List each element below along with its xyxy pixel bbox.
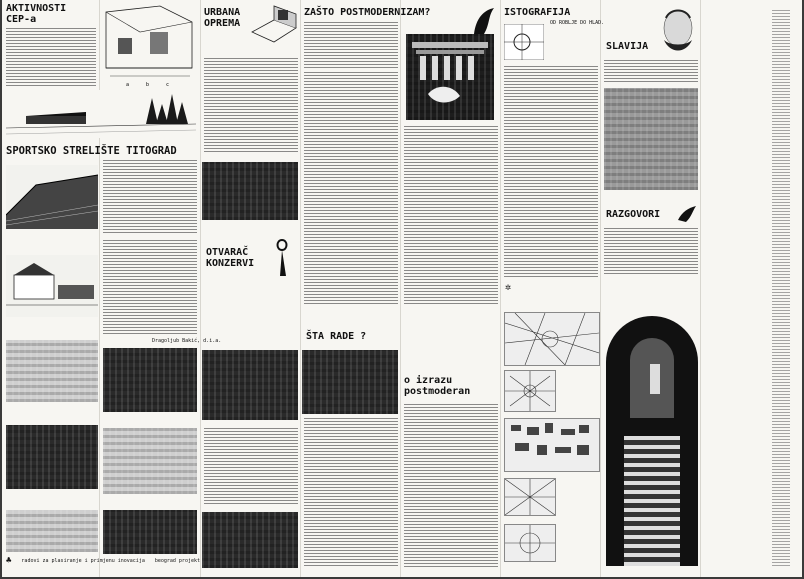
arched-stairway-photo: [606, 316, 698, 566]
range-interior-photo-1: [103, 348, 197, 412]
svg-text:a: a: [126, 82, 130, 88]
portrait-sketch: [656, 2, 698, 58]
city-map-1: [504, 312, 600, 366]
istografija-text: [504, 66, 598, 278]
fold-line: [600, 0, 601, 577]
svg-text:c: c: [166, 82, 170, 88]
range-interior-photo-3: [103, 510, 197, 554]
city-map-4: [504, 478, 556, 516]
fold-line: [500, 0, 501, 577]
svg-text:b: b: [146, 82, 150, 88]
istografija-subheading: OD ROBLJE DO HLAD.: [550, 20, 605, 26]
poster-sheet: [2, 0, 802, 577]
urban-photo-2: [202, 350, 298, 420]
range-photo-3: [6, 510, 98, 552]
postmodernism-body-text: [304, 72, 398, 304]
fold-line: [400, 0, 401, 577]
range-signature: Dragoljub Bakić, d.i.a.: [152, 338, 222, 344]
range-photo-2: [6, 425, 98, 489]
urban-equipment-photo: [202, 162, 298, 220]
range-text-block-2: [103, 240, 197, 336]
city-plan-small: [504, 24, 544, 60]
urban-text-block: [204, 58, 298, 154]
asterisk-ornament-icon: ✲: [505, 282, 512, 293]
postmodernism-intro-text: [304, 22, 398, 68]
postmodern-expression-heading: o izrazu postmoderan: [404, 375, 471, 397]
fold-line: [200, 0, 201, 577]
city-map-3: [504, 418, 600, 472]
razgovori-heading: RAZGOVORI: [606, 209, 661, 220]
postmodernism-heading: ZAŠTO POSTMODERNIZAM?: [304, 7, 431, 18]
cep-text-block: [6, 28, 96, 86]
slavija-square-photo: [604, 88, 698, 190]
footer-credits: [6, 556, 200, 566]
fold-line: [300, 0, 301, 577]
column-capital-photo: [406, 34, 494, 120]
urban-equipment-heading: URBANA OPREMA: [204, 7, 241, 29]
what-they-do-text: [304, 418, 398, 568]
footer-text-2: beograd projekt: [154, 558, 200, 564]
slavija-text: [604, 60, 698, 84]
what-they-do-heading: ŠTA RADE ?: [306, 331, 367, 342]
istografija-heading: ISTOGRAFIJA: [504, 7, 571, 18]
bird-sketch-icon: [470, 4, 498, 38]
razgovori-text: [604, 228, 698, 274]
can-opener-icon: [272, 236, 294, 280]
footer-text-1: radovi za plasiranje i primjenu inovacija: [21, 558, 145, 564]
shooting-range-landscape-drawing: [6, 90, 196, 138]
can-opener-heading: OTVARAČ KONZERVI: [206, 247, 255, 269]
cep-heading: AKTIVNOSTI CEP-a: [6, 3, 67, 25]
range-sketch-2: [6, 255, 98, 317]
masthead-info-text: [772, 10, 790, 566]
fold-line: [700, 0, 701, 577]
range-photo-1: [6, 340, 98, 402]
bird-icon: [676, 204, 698, 224]
urban-photo-3: [202, 512, 298, 568]
slavija-heading: SLAVIJA: [606, 41, 649, 52]
tree-logo-icon: ♣: [6, 556, 12, 566]
building-section-drawing: [100, 2, 196, 88]
city-map-5: [504, 524, 556, 562]
range-text-block-1: [103, 160, 197, 234]
range-interior-photo-2: [103, 428, 197, 494]
bench-sketch: [248, 2, 300, 50]
city-map-2: [504, 370, 556, 412]
postmodern-article-text: [404, 126, 498, 306]
postmodern-expression-text: [404, 404, 498, 568]
urban-text-block-2: [204, 428, 298, 504]
what-they-do-photo: [302, 350, 398, 414]
range-sketch-1: [6, 165, 98, 229]
shooting-range-title: SPORTSKO STRELIŠTE TITOGRAD: [6, 145, 177, 157]
